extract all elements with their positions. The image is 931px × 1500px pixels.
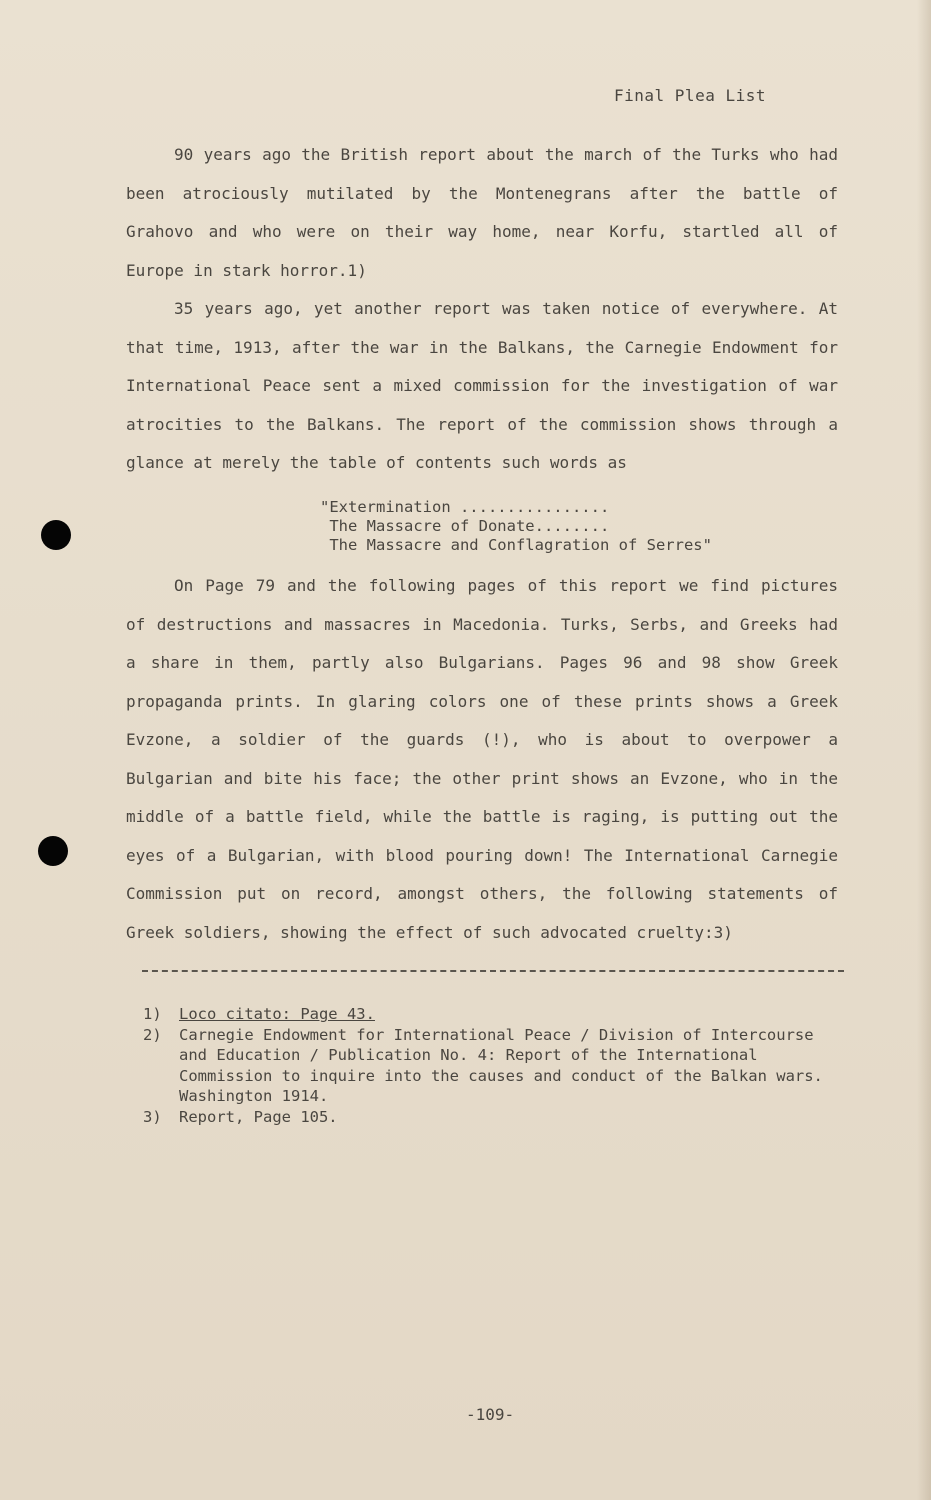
contents-line: "Extermination ................ [320, 498, 610, 516]
body-text-continued [126, 567, 838, 952]
page-header-title: Final Plea List [614, 86, 766, 105]
body-text [126, 136, 838, 483]
paragraph-3: On Page 79 and the following pages of this report we find pictures of destructions and massacres in Macedonia. Turks, Serbs, and Greeks had a share in them, partly also Bulgarians. Pages 96 and 98 show Greek propaganda prints. In glaring colors one of these prints shows a Greek Evzone, a soldier of the guards (!), who is about to overpower a Bulgarian and bite his face; the other print shows an Evzone, who in the middle of a battle field, while the battle is raging, is putting out the eyes of a Bulgarian, with blood pouring down! The International Carnegie Commission put on record, amongst others, the following statements of Greek soldiers, showing the effect of such advocated cruelty:3) [126, 576, 838, 942]
footnote-number: 2) [143, 1025, 162, 1044]
punch-hole-upper [41, 520, 71, 550]
footnote-number: 3) [143, 1107, 162, 1126]
paragraph-1: 90 years ago the British report about the march of the Turks who had been atrociously mutilated by the Montenegrans after the battle of Grahovo and who were on their way home, near Korfu, startled all of Europe in stark horror.1) [126, 145, 838, 280]
footnote-text: Carnegie Endowment for International Peace / Division of Intercourse and Education / Publication No. 4: Report of the International Commission to inquire into the causes and conduct of the Balkan wars. Washington 1914. [179, 1025, 823, 1105]
page-number: -109- [466, 1405, 515, 1424]
punch-hole-lower [38, 836, 68, 866]
contents-line: The Massacre and Conflagration of Serres" [320, 536, 712, 554]
footnote-divider [142, 970, 844, 972]
footnote [143, 1025, 843, 1107]
page-edge-shadow [917, 0, 931, 1500]
footnote-text: Report, Page 105. [179, 1107, 338, 1126]
contents-line: The Massacre of Donate........ [320, 517, 610, 535]
paragraph-2: 35 years ago, yet another report was taken notice of everywhere. At that time, 1913, after the war in the Balkans, the Carnegie Endowment for International Peace sent a mixed commission for the investigation of war atrocities to the Balkans. The report of the commission shows through a glance at merely the table of contents such words as [126, 299, 838, 472]
footnote-number: 1) [143, 1005, 162, 1023]
table-of-contents-quote [320, 498, 712, 555]
footnote [143, 1107, 843, 1128]
footnote [143, 1004, 843, 1025]
footnotes [143, 1004, 843, 1127]
footnote-text: Loco citato: Page 43. [179, 1005, 375, 1023]
